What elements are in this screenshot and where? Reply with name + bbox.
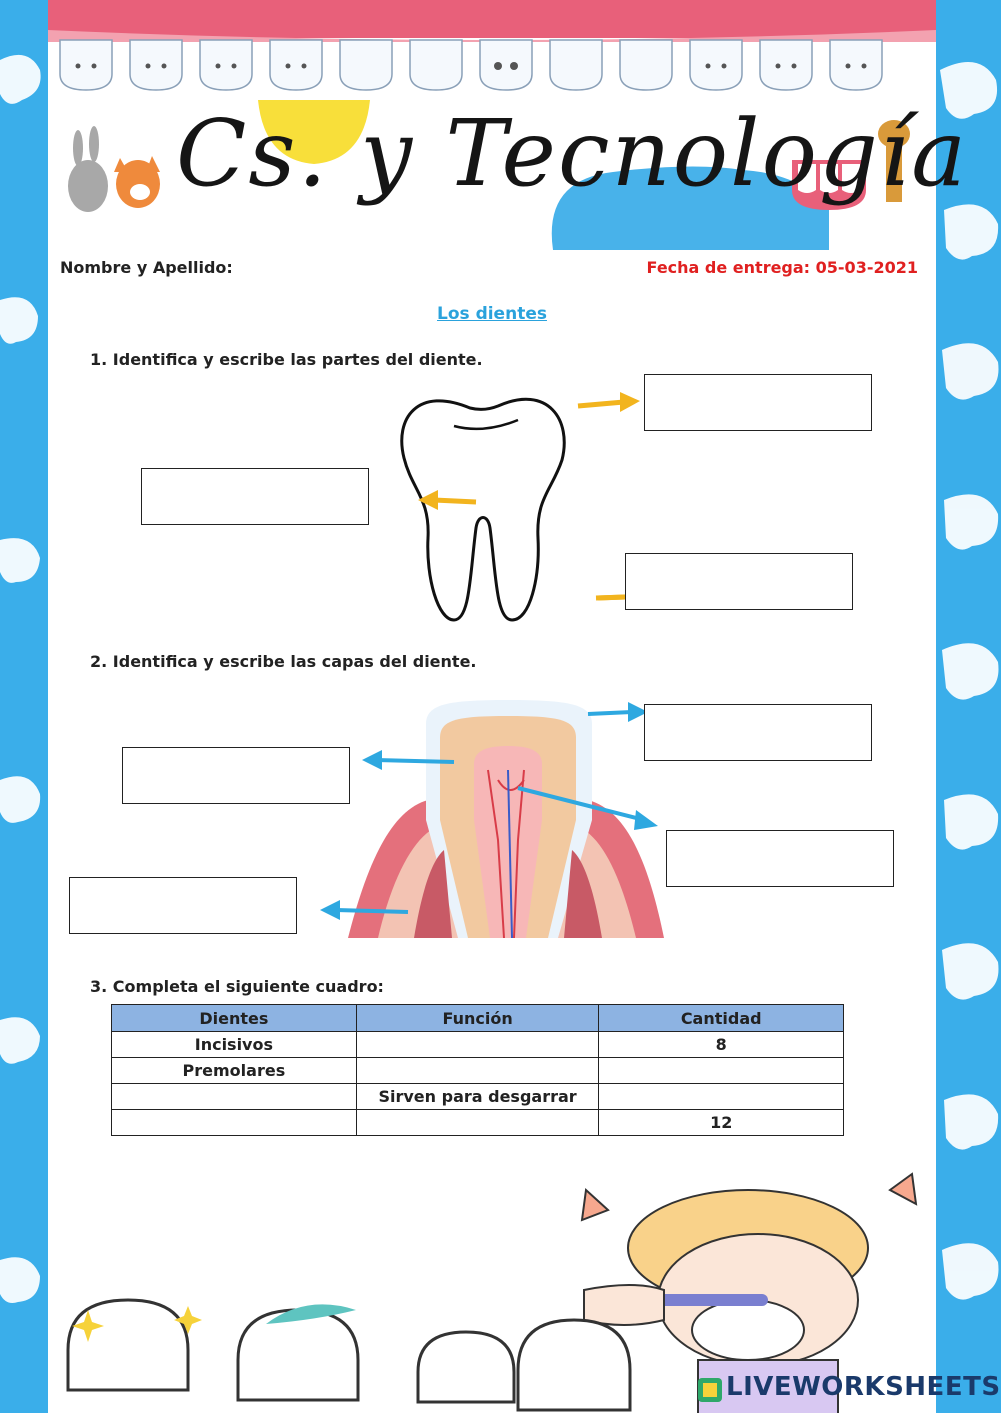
table-row — [112, 1110, 844, 1136]
due-date-label: Fecha de entrega: 05-03-2021 — [646, 258, 918, 277]
answer-box-cement[interactable] — [69, 877, 297, 934]
answer-box-enamel[interactable] — [644, 704, 872, 761]
answer-box-neck[interactable] — [141, 468, 369, 525]
answer-box-dentin[interactable] — [122, 747, 350, 804]
answer-box-root[interactable] — [625, 553, 853, 610]
column-header: Cantidad — [599, 1005, 844, 1032]
table-row — [112, 1084, 844, 1110]
answer-box-crown[interactable] — [644, 374, 872, 431]
column-header: Función — [356, 1005, 599, 1032]
worksheet-title: Cs. y Tecnología — [176, 100, 969, 207]
liveworksheets-logo-icon — [698, 1378, 722, 1402]
blue-arrow-left-icon — [358, 746, 458, 776]
bunny-fox-icon — [68, 126, 160, 212]
teeth-table — [111, 1004, 844, 1136]
watermark-text: LIVEWORKSHEETS — [726, 1372, 1001, 1402]
section-title: Los dientes — [437, 304, 547, 324]
table-cell-input[interactable] — [356, 1058, 599, 1084]
table-cell-input[interactable] — [112, 1110, 357, 1136]
question-1: 1. Identifica y escribe las partes del diente. — [90, 350, 483, 369]
table-cell-input[interactable] — [599, 1058, 844, 1084]
table-row — [112, 1058, 844, 1084]
table-cell-input[interactable] — [112, 1084, 357, 1110]
table-cell: 8 — [599, 1032, 844, 1058]
table-cell: Sirven para desgarrar — [356, 1084, 599, 1110]
answer-box-pulp[interactable] — [666, 830, 894, 887]
teeth-banner — [48, 0, 936, 100]
table-cell-input[interactable] — [599, 1084, 844, 1110]
table-cell: Incisivos — [112, 1032, 357, 1058]
yellow-arrow-up — [578, 392, 640, 412]
question-3: 3. Completa el siguiente cuadro: — [90, 977, 384, 996]
happy-teeth-icon — [68, 1300, 630, 1410]
question-2: 2. Identifica y escribe las capas del diente. — [90, 652, 477, 671]
table-cell-input[interactable] — [356, 1032, 599, 1058]
table-cell: Premolares — [112, 1058, 357, 1084]
worksheet-page — [48, 0, 1001, 1413]
name-label: Nombre y Apellido: — [60, 258, 233, 277]
blue-arrow-left-icon-2 — [316, 896, 416, 926]
column-header: Dientes — [112, 1005, 357, 1032]
table-header-row — [112, 1005, 844, 1032]
table-cell: 12 — [599, 1110, 844, 1136]
table-cell-input[interactable] — [356, 1110, 599, 1136]
table-row — [112, 1032, 844, 1058]
